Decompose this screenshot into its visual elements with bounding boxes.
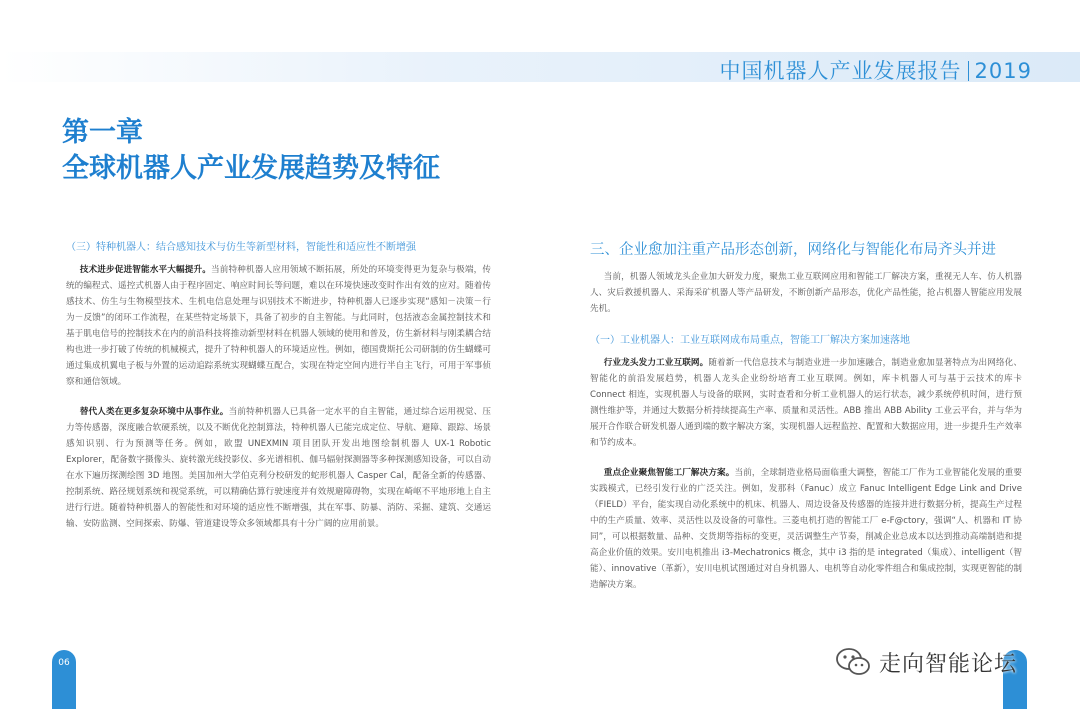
report-title: 中国机器人产业发展报告: [719, 59, 962, 83]
left-subheading: （三）特种机器人：结合感知技术与仿生等新型材料，智能性和适应性不断增强: [66, 242, 416, 253]
watermark: [835, 645, 1017, 679]
paragraph-lead: 重点企业聚焦智能工厂解决方案。: [603, 468, 735, 478]
report-header: [720, 55, 1032, 85]
paragraph: [66, 404, 491, 532]
wechat-icon: [835, 647, 871, 677]
paragraph: [66, 262, 491, 390]
report-year: 2019: [974, 59, 1032, 83]
page-tab-left: [52, 650, 76, 709]
paragraph-text: 随着新一代信息技术与制造业进一步加速融合，制造业愈加显著特点为出网络化、智能化的前沿发展趋势，机器人龙头企业纷纷培育工业互联网。例如，库卡机器人可与基于云技术的库卡 Connect 相连，实现机器人与设备的联网，实时查看和分析工业机器人的运行状态，减少系统停机时间，进行预测性维护等，并通过大数据分析持续提高生产率、质量和灵活性。ABB 推出 ABB Ability 工业云平台，并与华为展开合作联合研发机器人通到端的数字解决方案，实现机器人远程监控、配置和大数据应用，进一步提升生产效率和节约成本。: [590, 358, 1022, 448]
paragraph-lead: 行业龙头发力工业互联网。: [603, 358, 709, 368]
paragraph-text: 当前，全球制造业格局面临重大调整，智能工厂作为工业智能化发展的重要实践模式，已经引发行业的广泛关注。例如，发那科（Fanuc）成立 Fanuc Intelligent Edge Link and Drive（FIELD）平台，能实现自动化系统中的机床、机器人、周边设备及传感器的连接并进行数据分析，提高生产过程中的生产质量、效率、灵活性以及设备的可靠性。三菱电机打造的智能工厂 e-F@ctory，强调“人、机器和 IT 协同”，可以根据数量、品种、交货期等指标的变更，灵活调整生产节奏，削减企业总成本以达到推动高端制造和提高企业价值的效果。安川电机推出 i3-Mechatronics 概念，其中 i3 指的是 integrated（集成）、intelligent（智能）、innovative（革新），安川电机试图通过对自身机器人、电机等自动化零件组合和集成控制，实现更智能的制造解决方案。: [590, 468, 1022, 590]
paragraph-text: 当前特种机器人应用领域不断拓展，所处的环境变得更为复杂与极端，传统的编程式、遥控式机器人由于程序固定、响应时间长等问题，难以在环境快速改变时作出有效的应对。随着传感技术、仿生与生物模型技术、生机电信息处理与识别技术不断进步，特种机器人已逐步实现“感知－决策－行为－反馈”的闭环工作流程，在某些特定场景下，具备了初步的自主智能。与此同时，包括液态金属控制技术和基于肌电信号的控制技术在内的前沿科技将推动新型材料在机器人领域的使用和普及，仿生新材料与刚柔耦合结构也进一步打破了传统的机械模式，提升了特种机器人的环境适应性。例如，德国费斯托公司研制的仿生蝴蝶可通过集成机翼电子板与外置的运动追踪系统实现蝴蝶互配合，实现在特定空间内进行半自主飞行，可用于军事侦察和通信领域。: [66, 265, 491, 387]
watermark-text: 走向智能论坛: [879, 651, 1018, 677]
chapter-title: 全球机器人产业发展趋势及特征: [62, 153, 440, 184]
paragraph-lead: 替代人类在更多复杂环境中从事作业。: [79, 407, 229, 417]
intro-paragraph: 当前，机器人领域龙头企业加大研发力度，聚焦工业互联网应用和智能工厂解决方案，重视无人车、仿人机器人、灾后救援机器人、采海采矿机器人等产品研发，不断创新产品形态，优化产品性能，抢占机器人智能应用发展先机。: [590, 272, 1022, 314]
paragraph-lead: 技术进步促进智能水平大幅提升。: [79, 265, 212, 275]
section-heading: 三、企业愈加注重产品形态创新，网络化与智能化布局齐头并进: [590, 242, 996, 258]
paragraph: [590, 465, 1022, 593]
right-column: [590, 238, 1022, 607]
header-divider: [968, 61, 969, 81]
left-column: [66, 238, 491, 546]
chapter-number: 第一章: [62, 117, 143, 148]
right-subheading: （一）工业机器人：工业互联网成布局重点，智能工厂解决方案加速落地: [590, 335, 910, 346]
paragraph: [590, 355, 1022, 451]
page-number: 06: [58, 658, 70, 668]
paragraph-text: 当前特种机器人已具备一定水平的自主智能，通过综合运用视觉、压力等传感器，深度融合软硬系统，以及不断优化控制算法，特种机器人已能完成定位、导航、避障、跟踪、场景感知识别、行为预测等任务。例如，欧盟 UNEXMIN 项目团队开发出地图绘制机器人 UX-1 Robotic Explorer，配备数字摄像头、旋转激光线投影仪、多光谱相机、伽马辐射探测器等多种探测感知设备，可以自动在水下遍历探测绘图 3D 地图。美国加州大学伯克利分校研发的蛇形机器人 Casper Cal，配备全新的传感器、控制系统、路径规划系统和视觉系统，可以精确估算行驶速度并有效规避障碍物，实现在崎岖不平地形地上自主进行行进。随着特种机器人的智能性和对环境的适应性不断增强，其在军事、防暴、消防、采掘、建筑、交通运输、安防监测、空间探索、防爆、管道建设等众多领域都具有十分广阔的应用前景。: [66, 407, 491, 529]
